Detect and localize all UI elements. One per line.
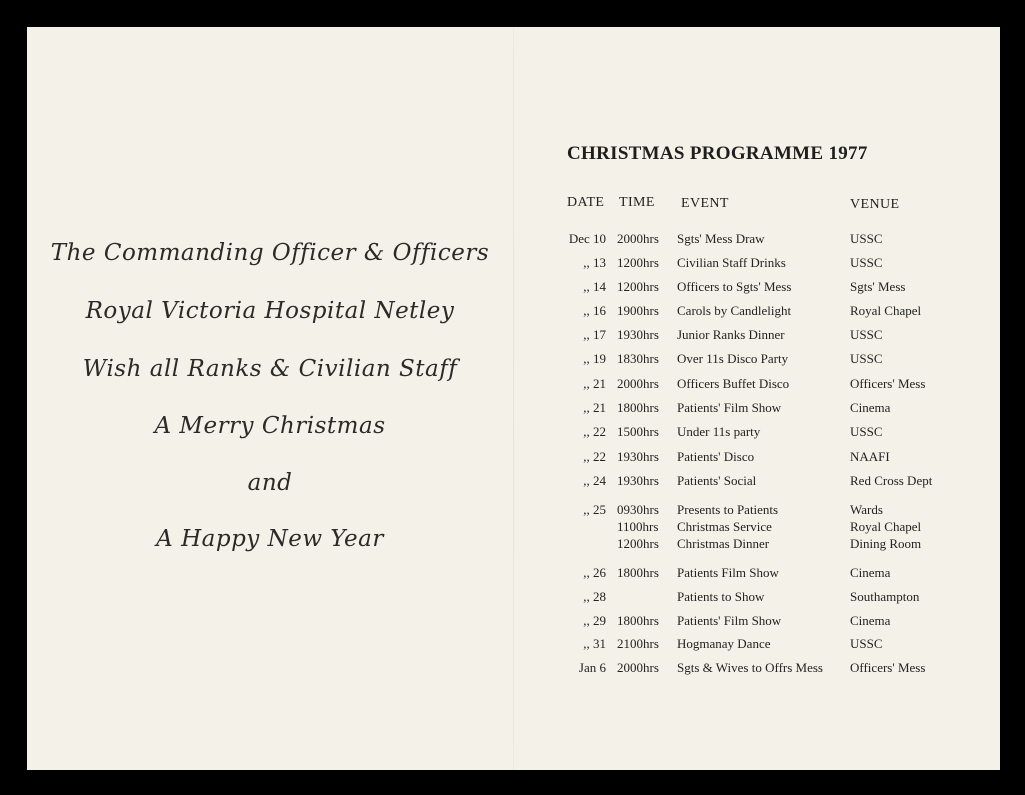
- card-fold: [513, 27, 514, 770]
- row-17-venue: Cinema: [850, 613, 891, 628]
- row-15-time: 1800hrs: [617, 565, 659, 580]
- greeting-line-2: Royal Victoria Hospital Netley: [85, 298, 455, 324]
- row-12-time: 0930hrs: [617, 502, 659, 517]
- row-16-date: ,, 28: [583, 589, 606, 604]
- row-14-event: Christmas Dinner: [677, 536, 770, 551]
- row-13-event: Christmas Service: [677, 519, 772, 534]
- row-11-venue: Red Cross Dept: [850, 473, 933, 488]
- row-9-date: ,, 22: [583, 424, 606, 439]
- row-4-venue: Royal Chapel: [850, 303, 922, 318]
- greeting-line-3: Wish all Ranks & Civilian Staff: [82, 356, 458, 382]
- row-4-time: 1900hrs: [617, 303, 659, 318]
- row-19-time: 2000hrs: [617, 660, 659, 675]
- row-11-event: Patients' Social: [677, 473, 757, 488]
- greeting-line-6: A Happy New Year: [156, 526, 384, 552]
- row-18-time: 2100hrs: [617, 636, 659, 651]
- row-18-venue: USSC: [850, 636, 883, 651]
- row-19-venue: Officers' Mess: [850, 660, 926, 675]
- greeting-line-1: The Commanding Officer & Officers: [50, 240, 490, 266]
- row-16-event: Patients to Show: [677, 589, 765, 604]
- row-10-venue: NAAFI: [850, 449, 890, 464]
- row-1-venue: USSC: [850, 231, 883, 246]
- row-6-date: ,, 19: [583, 351, 606, 366]
- row-12-event: Presents to Patients: [677, 502, 779, 517]
- row-5-event: Junior Ranks Dinner: [677, 327, 785, 342]
- row-2-time: 1200hrs: [617, 255, 659, 270]
- row-13-venue: Royal Chapel: [850, 519, 922, 534]
- row-17-date: ,, 29: [583, 613, 606, 628]
- row-7-date: ,, 21: [583, 376, 606, 391]
- row-11-time: 1930hrs: [617, 473, 659, 488]
- row-15-venue: Cinema: [850, 565, 891, 580]
- row-5-time: 1930hrs: [617, 327, 659, 342]
- programme-title: CHRISTMAS PROGRAMME 1977: [567, 143, 868, 164]
- row-6-venue: USSC: [850, 351, 883, 366]
- row-7-venue: Officers' Mess: [850, 376, 926, 391]
- greeting-line-4: A Merry Christmas: [154, 413, 386, 439]
- row-16-venue: Southampton: [850, 589, 920, 604]
- row-17-event: Patients' Film Show: [677, 613, 782, 628]
- row-3-event: Officers to Sgts' Mess: [677, 279, 792, 294]
- row-3-date: ,, 14: [583, 279, 606, 294]
- row-12-venue: Wards: [850, 502, 883, 517]
- row-1-date: Dec 10: [568, 231, 606, 246]
- row-18-date: ,, 31: [583, 636, 606, 651]
- row-2-date: ,, 13: [583, 255, 606, 270]
- row-8-venue: Cinema: [850, 400, 891, 415]
- row-10-date: ,, 22: [583, 449, 606, 464]
- row-4-date: ,, 16: [583, 303, 606, 318]
- row-19-date: Jan 6: [578, 660, 606, 675]
- row-9-event: Under 11s party: [677, 424, 761, 439]
- row-10-time: 1930hrs: [617, 449, 659, 464]
- row-19-event: Sgts & Wives to Offrs Mess: [677, 660, 823, 675]
- row-6-event: Over 11s Disco Party: [677, 351, 789, 366]
- row-15-date: ,, 26: [583, 565, 606, 580]
- row-14-venue: Dining Room: [850, 536, 922, 551]
- row-12-date: ,, 25: [583, 502, 606, 517]
- row-2-venue: USSC: [850, 255, 883, 270]
- christmas-card: [27, 27, 1000, 770]
- row-5-venue: USSC: [850, 327, 883, 342]
- row-14-time: 1200hrs: [617, 536, 659, 551]
- row-1-event: Sgts' Mess Draw: [677, 231, 765, 246]
- row-11-date: ,, 24: [583, 473, 606, 488]
- row-6-time: 1830hrs: [617, 351, 659, 366]
- row-10-event: Patients' Disco: [677, 449, 755, 464]
- row-8-time: 1800hrs: [617, 400, 659, 415]
- header-time: TIME: [619, 195, 655, 210]
- row-1-time: 2000hrs: [617, 231, 659, 246]
- row-18-event: Hogmanay Dance: [677, 636, 771, 651]
- row-17-time: 1800hrs: [617, 613, 659, 628]
- row-8-event: Patients' Film Show: [677, 400, 782, 415]
- row-5-date: ,, 17: [583, 327, 606, 342]
- row-13-time: 1100hrs: [617, 519, 659, 534]
- row-3-venue: Sgts' Mess: [850, 279, 906, 294]
- greeting-line-5: and: [247, 470, 293, 496]
- row-4-event: Carols by Candlelight: [677, 303, 792, 318]
- row-7-time: 2000hrs: [617, 376, 659, 391]
- row-7-event: Officers Buffet Disco: [677, 376, 790, 391]
- row-8-date: ,, 21: [583, 400, 606, 415]
- row-3-time: 1200hrs: [617, 279, 659, 294]
- row-15-event: Patients Film Show: [677, 565, 779, 580]
- header-event: EVENT: [681, 196, 729, 211]
- row-9-venue: USSC: [850, 424, 883, 439]
- header-date: DATE: [567, 195, 605, 210]
- row-9-time: 1500hrs: [617, 424, 659, 439]
- header-venue: VENUE: [850, 197, 900, 212]
- row-2-event: Civilian Staff Drinks: [677, 255, 786, 270]
